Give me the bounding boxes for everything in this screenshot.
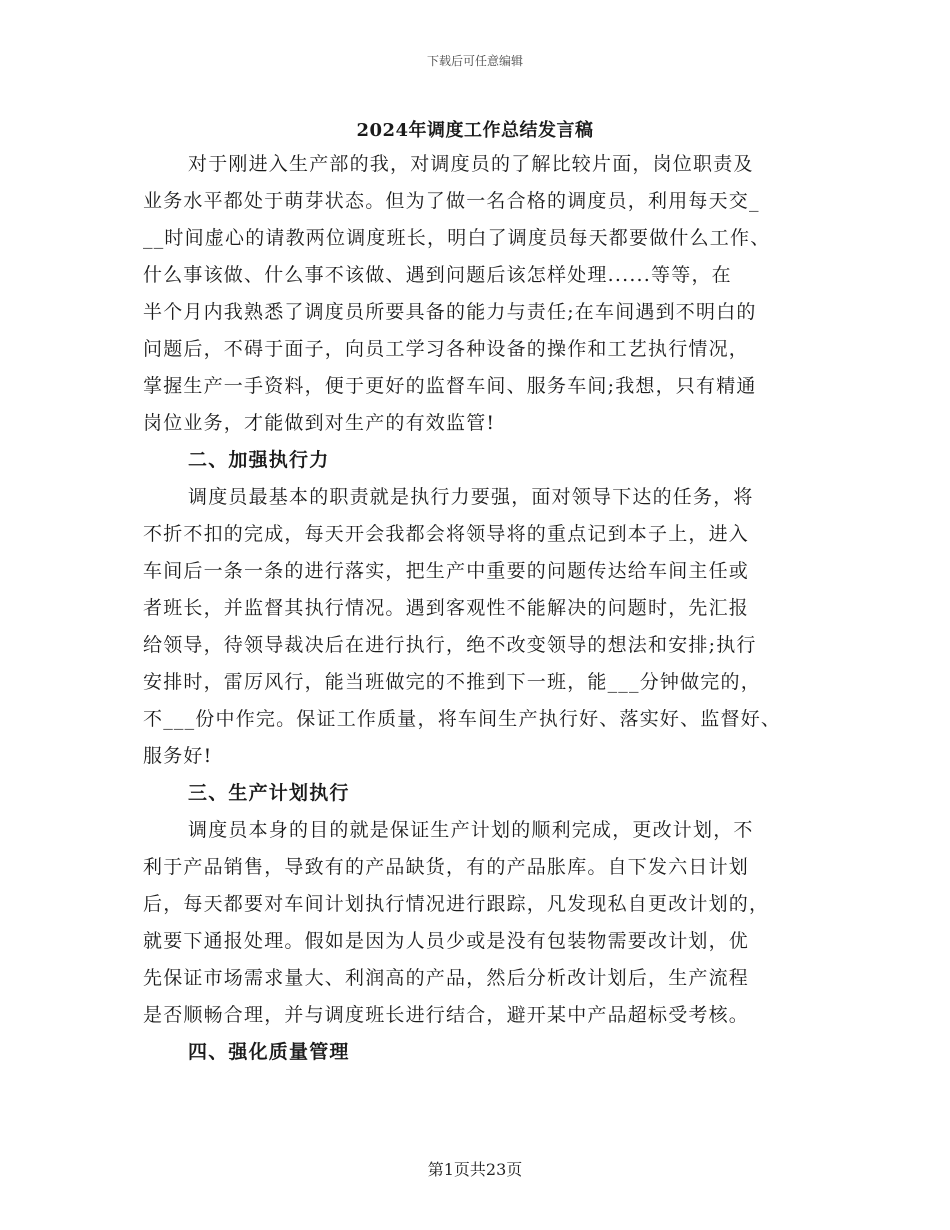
paragraph-line: 什么事该做、什么事不该做、遇到问题后该怎样处理......等等，在 [143, 264, 732, 286]
paragraph-line: 业务水平都处于萌芽状态。但为了做一名合格的调度员，利用每天交_ [143, 190, 760, 212]
section-heading: 三、生产计划执行 [188, 782, 350, 804]
paragraph-line: 就要下通报处理。假如是因为人员少或是没有包装物需要改计划，优 [143, 930, 750, 952]
paragraph-line: 者班长，并监督其执行情况。遇到客观性不能解决的问题时，先汇报 [143, 597, 750, 619]
paragraph-line: 先保证市场需求量大、利润高的产品，然后分析改计划后，生产流程 [143, 967, 750, 989]
paragraph-line: 给领导，待领导裁决后在进行执行，绝不改变领导的想法和安排;执行 [143, 634, 757, 656]
paragraph-line: 后，每天都要对车间计划执行情况进行跟踪，凡发现私自更改计划的， [143, 893, 770, 915]
paragraph-line: 不折不扣的完成，每天开会我都会将领导将的重点记到本子上，进入 [143, 523, 750, 545]
paragraph-line: 半个月内我熟悉了调度员所要具备的能力与责任;在车间遇到不明白的 [143, 301, 757, 323]
document-body [143, 146, 823, 1071]
section-heading: 四、强化质量管理 [188, 1041, 350, 1063]
paragraph-line: __时间虚心的请教两位调度班长，明白了调度员每天都要做什么工作、 [143, 227, 771, 249]
page-header-note: 下载后可任意编辑 [426, 54, 523, 68]
paragraph-line: 调度员最基本的职责就是执行力要强，面对领导下达的任务，将 [188, 486, 754, 508]
paragraph-line: 不___份中作完。保证工作质量，将车间生产执行好、落实好、监督好、 [143, 708, 782, 730]
paragraph-line: 调度员本身的目的就是保证生产计划的顺利完成，更改计划，不 [188, 819, 754, 841]
paragraph-line: 是否顺畅合理，并与调度班长进行结合，避开某中产品超标受考核。 [143, 1004, 750, 1026]
paragraph-line: 安排时，雷厉风行，能当班做完的不推到下一班，能___分钟做完的， [143, 671, 761, 693]
paragraph-line: 对于刚进入生产部的我，对调度员的了解比较片面，岗位职责及 [188, 153, 754, 175]
paragraph-line: 服务好! [143, 745, 213, 767]
paragraph-line: 利于产品销售，导致有的产品缺货，有的产品胀库。自下发六日计划 [143, 856, 750, 878]
page-number: 第1页共23页 [427, 1160, 523, 1179]
document-title: 2024年调度工作总结发言稿 [356, 120, 594, 141]
section-heading: 二、加强执行力 [188, 449, 330, 471]
paragraph-line: 掌握生产一手资料，便于更好的监督车间、服务车间;我想，只有精通 [143, 375, 757, 397]
paragraph-line: 车间后一条一条的进行落实，把生产中重要的问题传达给车间主任或 [143, 560, 750, 582]
paragraph-line: 岗位业务，才能做到对生产的有效监管! [143, 412, 496, 434]
paragraph-line: 问题后，不碍于面子，向员工学习各种设备的操作和工艺执行情况， [143, 338, 750, 360]
